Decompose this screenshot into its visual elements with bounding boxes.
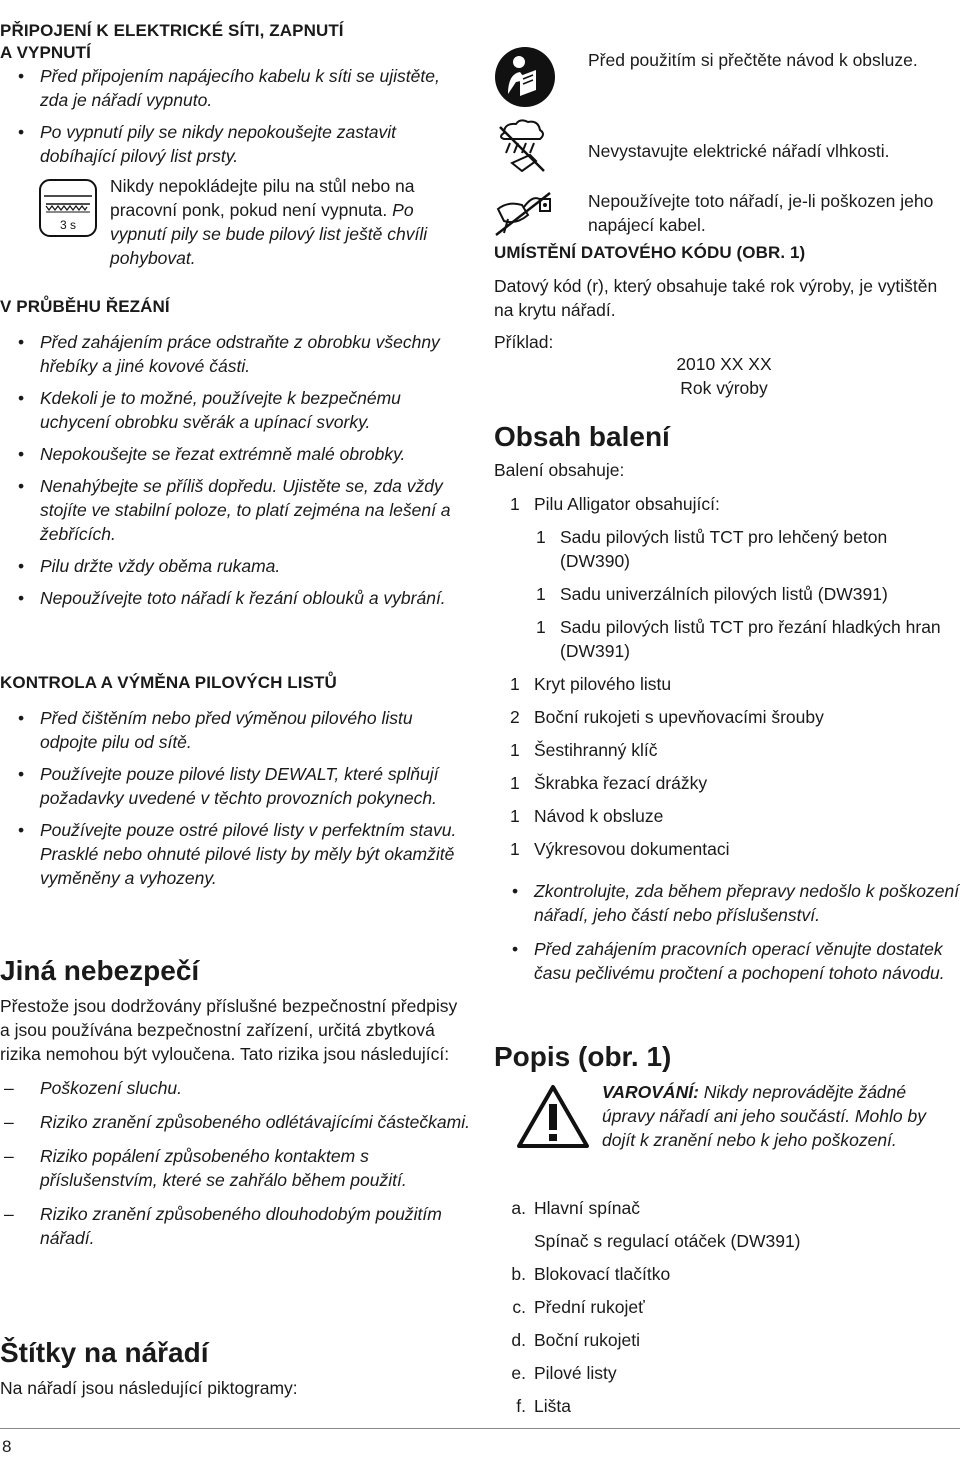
example-block	[554, 352, 894, 400]
list-item: a. Hlavní spínač	[511, 1198, 641, 1218]
list-item: • Pilu držte vždy oběma rukama.	[0, 554, 470, 578]
damaged-cable-icon	[494, 189, 554, 239]
warning-block	[494, 1080, 960, 1180]
list-item: – Poškození sluchu.	[0, 1076, 470, 1100]
labels-paragraph: Na nářadí jsou následující piktogramy:	[0, 1378, 298, 1398]
example-label: Příklad:	[494, 332, 554, 352]
warning-text: VAROVÁNÍ: Nikdy neprovádějte žádné úpravy nářadí ani jeho součástí. Mohlo by dojít k zranění nebo k jeho poškození.	[602, 1082, 926, 1150]
list-item: • Nepokoušejte se řezat extrémně malé obrobky.	[0, 442, 470, 466]
list-item: 1 Sadu pilových listů TCT pro řezání hladkých hran (DW391)	[536, 617, 941, 661]
section-heading-contents: Obsah balení	[494, 421, 670, 452]
list-item: d. Boční rukojeti	[511, 1330, 641, 1350]
contents-list	[494, 492, 960, 861]
example-caption: Rok výroby	[680, 378, 768, 398]
section-heading-other-hazards: Jiná nebezpečí	[0, 955, 200, 986]
list-item: – Riziko zranění způsobeného dlouhodobým použitím nářadí.	[0, 1202, 470, 1250]
list-item: • Kdekoli je to možné, používejte k bezpečnému uchycení obrobku svěrák a upínací svorky.	[0, 386, 470, 434]
icon-label: 3 s	[59, 218, 77, 232]
list-item: 2 Boční rukojeti s upevňovacími šrouby	[510, 707, 824, 727]
section-heading-labels: Štítky na nářadí	[0, 1337, 209, 1368]
pictogram-row	[494, 48, 960, 108]
list-item: • Používejte pouze ostré pilové listy v perfektním stavu. Prasklé nebo ohnuté pilové listy by měly být okamžitě vyměněny a vyhozeny.	[0, 818, 470, 890]
list-item: 1 Škrabka řezací drážky	[510, 773, 708, 793]
section-heading-description: Popis (obr. 1)	[494, 1041, 672, 1072]
list-item: • Před čištěním nebo před výměnou pilového listu odpojte pilu od sítě.	[0, 706, 470, 754]
saw-rundown-note	[0, 174, 470, 270]
list-item: • Nenahýbejte se příliš dopředu. Ujistěte se, zda vždy stojíte ve stabilní poloze, to platí zejména na lešení a žebřících.	[0, 474, 470, 546]
list-item: • Před zahájením pracovních operací věnujte dostatek času pečlivému pročtení a pochopení tohoto návodu.	[494, 937, 960, 985]
footer-divider	[0, 1428, 960, 1429]
bullet-list-blades	[0, 706, 470, 890]
page-number: 8	[2, 1437, 12, 1456]
hazards-paragraph: Přestože jsou dodržovány příslušné bezpečnostní předpisy a jsou používána bezpečnostní zařízení, určitá zbytková rizika nemohou být vyloučena. Tato rizika jsou následující:	[0, 996, 458, 1064]
list-item: • Nepoužívejte toto nářadí k řezání oblouků a vybrání.	[0, 586, 470, 610]
pictogram-text: Před použitím si přečtěte návod k obsluze.	[588, 49, 918, 70]
list-item: f. Lišta	[516, 1396, 571, 1416]
list-item: • Používejte pouze pilové listy DEWALT, které splňují požadavky uvedené v těchto provozních pokynech.	[0, 762, 470, 810]
saw-blade-rundown-icon	[36, 178, 132, 244]
datecode-paragraph: Datový kód (r), který obsahuje také rok výroby, je vytištěn na krytu nářadí.	[494, 276, 938, 320]
list-item: c. Přední rukojeť	[512, 1297, 645, 1317]
contents-intro: Balení obsahuje:	[494, 460, 625, 480]
pictogram-text: Nevystavujte elektrické nářadí vlhkosti.	[588, 141, 890, 161]
list-item: b. Blokovací tlačítko	[511, 1264, 671, 1284]
list-item: Spínač s regulací otáček (DW391)	[534, 1231, 801, 1251]
list-item: – Riziko popálení způsobeného kontaktem s příslušenstvím, které se zahřálo během použití.	[0, 1144, 470, 1192]
pictogram-row	[494, 189, 960, 249]
dash-list-hazards	[0, 1076, 470, 1250]
warning-triangle-icon	[516, 1084, 590, 1150]
list-item: • Po vypnutí pily se nikdy nepokoušejte zastavit dobíhající pilový list prsty.	[0, 120, 470, 168]
list-item: • Zkontrolujte, zda během přepravy nedošlo k poškození nářadí, jeho částí nebo příslušenství.	[494, 879, 960, 927]
pictogram-text: Nepoužívejte toto nářadí, je-li poškozen jeho napájecí kabel.	[588, 191, 934, 235]
list-item: 1 Šestihranný klíč	[510, 740, 658, 760]
pictogram-row	[494, 125, 960, 183]
list-item: • Před připojením napájecího kabelu k síti se ujistěte, zda je nářadí vypnuto.	[0, 64, 470, 112]
no-moisture-icon	[494, 119, 550, 175]
list-item: 1 Pilu Alligator obsahující:	[510, 494, 720, 514]
bullet-list-cutting	[0, 330, 470, 610]
section-heading-datecode: UMÍSTĚNÍ DATOVÉHO KÓDU (OBR. 1)	[494, 243, 806, 262]
bullet-list-contents	[494, 879, 960, 985]
list-item: – Riziko zranění způsobeného odlétávajícími částečkami.	[0, 1110, 470, 1134]
section-heading-power: PŘIPOJENÍ K ELEKTRICKÉ SÍTI, ZAPNUTÍ A VYPNUTÍ	[0, 21, 344, 62]
list-item: 1 Sadu pilových listů TCT pro lehčený beton (DW390)	[536, 527, 888, 571]
parts-list	[494, 1196, 960, 1418]
list-item: 1 Sadu univerzálních pilových listů (DW391)	[536, 584, 888, 604]
read-manual-icon	[494, 46, 556, 108]
list-item: 1 Kryt pilového listu	[510, 674, 672, 694]
list-item: 1 Výkresovou dokumentaci	[510, 839, 730, 859]
note-text: Nikdy nepokládejte pilu na stůl nebo na pracovní ponk, pokud není vypnuta. Po vypnutí pily se bude pilový list ještě chvíli pohybovat.	[110, 176, 428, 268]
section-heading-cutting: V PRŮBĚHU ŘEZÁNÍ	[0, 297, 170, 316]
warning-label: VAROVÁNÍ:	[602, 1082, 699, 1102]
list-item: 1 Návod k obsluze	[510, 806, 664, 826]
example-code: 2010 XX XX	[676, 354, 772, 374]
bullet-list-power	[0, 64, 470, 168]
list-item: • Před zahájením práce odstraňte z obrobku všechny hřebíky a jiné kovové části.	[0, 330, 470, 378]
list-item: e. Pilové listy	[511, 1363, 617, 1383]
section-heading-blades: KONTROLA A VÝMĚNA PILOVÝCH LISTŮ	[0, 673, 337, 692]
